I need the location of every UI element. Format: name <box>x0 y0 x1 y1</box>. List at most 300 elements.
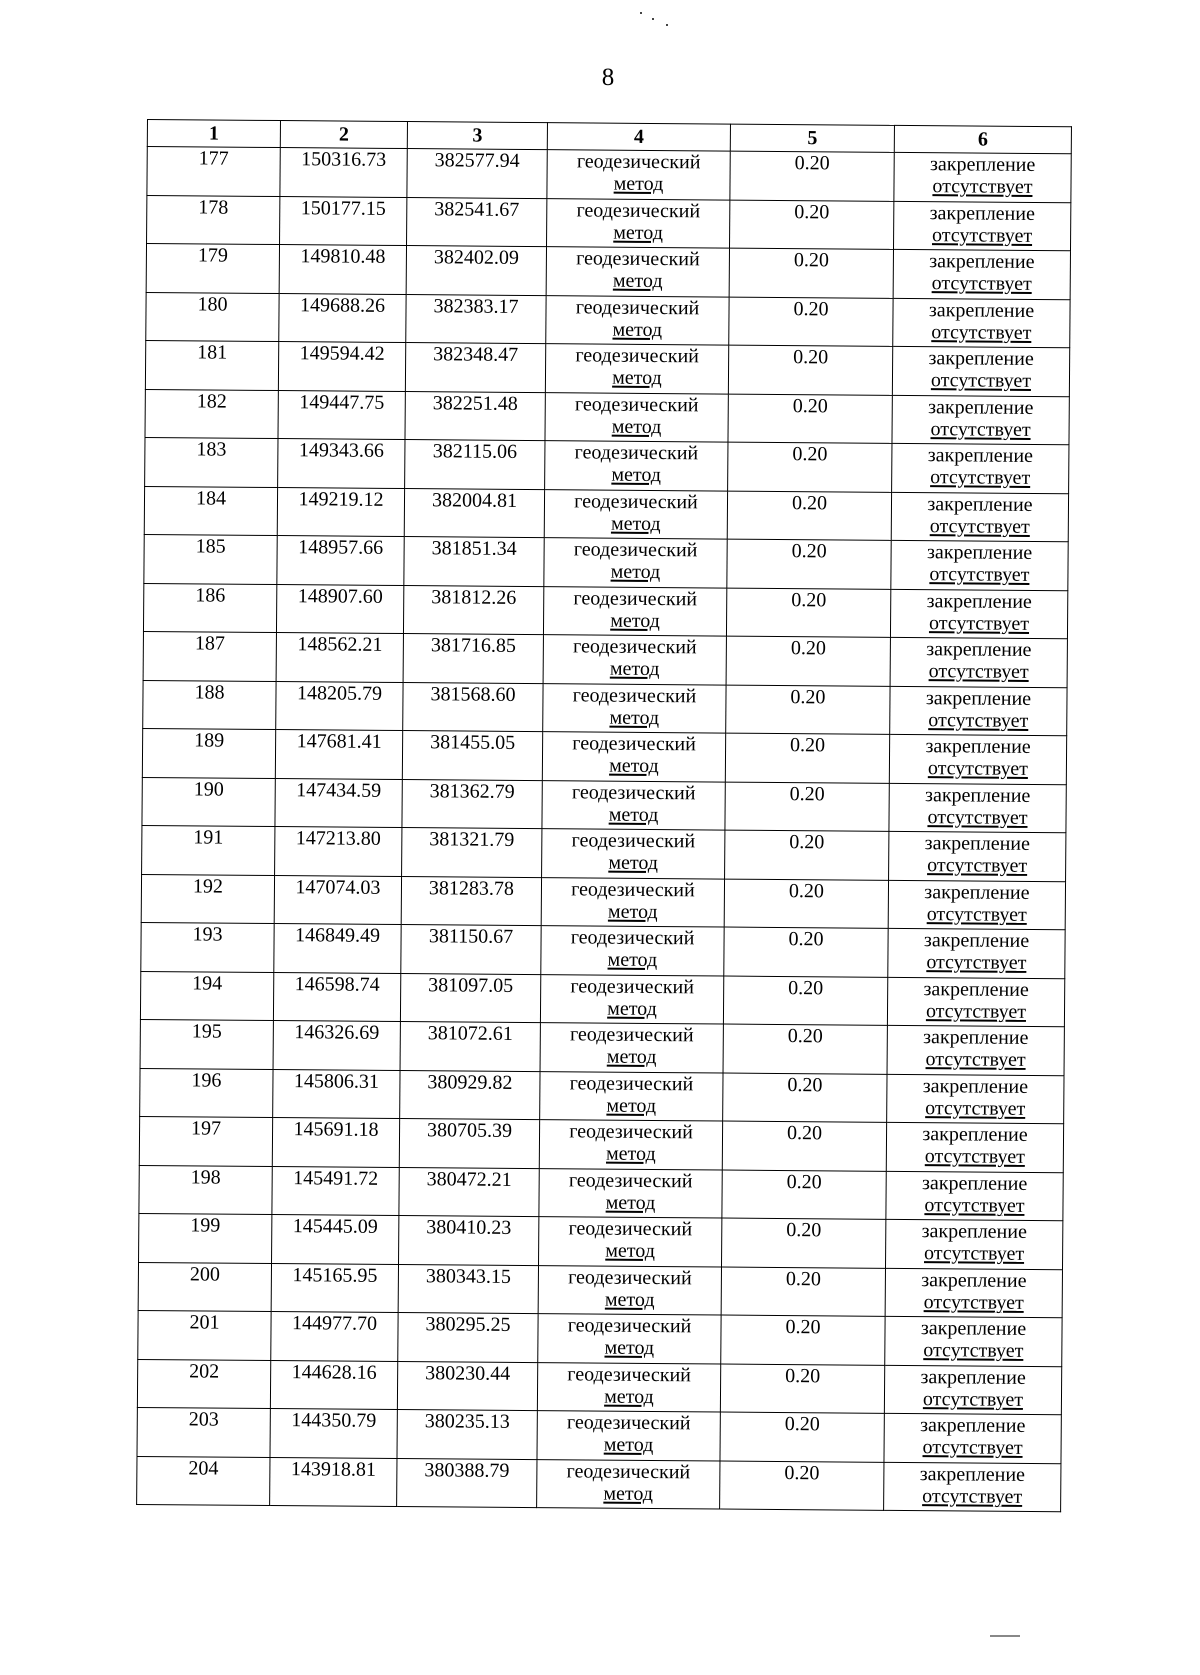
y-coordinate-cell: 382348.47 <box>405 343 545 393</box>
fixing-line-2: отсутствует <box>931 320 1032 344</box>
method-line-2: метод <box>605 1239 656 1263</box>
precision-cell: 0.20 <box>720 1412 884 1462</box>
method-cell <box>538 1314 721 1364</box>
method-line-2: метод <box>609 657 660 681</box>
fixing-line-2: отсутствует <box>923 1290 1024 1314</box>
table-row <box>147 195 1071 251</box>
table-row <box>144 486 1068 542</box>
table-row <box>143 583 1067 639</box>
precision-cell: 0.20 <box>725 830 889 880</box>
fixing-line-2: отсутствует <box>932 175 1033 198</box>
precision-cell: 0.20 <box>724 927 888 977</box>
fixing-cell <box>892 346 1069 396</box>
x-coordinate-cell: 147681.41 <box>275 730 402 779</box>
point-number-cell: 182 <box>145 389 278 439</box>
method-line-2: метод <box>613 221 664 244</box>
point-number-cell: 189 <box>142 728 275 778</box>
table-row <box>140 1019 1064 1075</box>
point-number-cell: 188 <box>143 680 276 730</box>
method-line-2: метод <box>612 366 662 390</box>
fixing-line-1: закрепление <box>927 444 1034 467</box>
fixing-line-1: закрепление <box>919 1462 1026 1486</box>
y-coordinate-cell: 380235.13 <box>397 1410 537 1460</box>
fixing-line-2: отсутствует <box>923 1242 1025 1265</box>
table-row <box>137 1407 1061 1463</box>
scan-artifact <box>652 18 654 20</box>
table-row <box>145 389 1069 445</box>
method-line-2: метод <box>613 172 664 196</box>
precision-cell: 0.20 <box>725 733 889 783</box>
x-coordinate-cell: 149343.66 <box>278 439 405 488</box>
x-coordinate-cell: 144628.16 <box>270 1360 397 1409</box>
method-cell <box>547 150 730 200</box>
fixing-cell <box>893 201 1070 251</box>
fixing-line-2: отсутствует <box>922 1484 1023 1508</box>
fixing-line-1: закрепление <box>920 1317 1027 1340</box>
method-line-2: метод <box>607 900 658 923</box>
fixing-line-2: отсутствует <box>927 757 1029 780</box>
precision-cell: 0.20 <box>728 394 892 444</box>
method-line-1: геодезический <box>569 1120 693 1144</box>
method-line-1: геодезический <box>569 1071 694 1095</box>
coordinates-table <box>136 119 1072 1512</box>
table-row <box>147 147 1071 203</box>
fixing-cell <box>888 928 1065 978</box>
fixing-line-2: отсутствует <box>926 951 1027 974</box>
method-line-2: метод <box>605 1142 656 1166</box>
fixing-cell <box>885 1219 1062 1269</box>
fixing-line-1: закрепление <box>920 1414 1026 1437</box>
method-cell <box>537 1411 720 1461</box>
precision-cell: 0.20 <box>723 1024 887 1074</box>
precision-cell: 0.20 <box>721 1267 885 1317</box>
fixing-cell <box>893 249 1070 299</box>
point-number-cell: 178 <box>147 195 280 245</box>
fixing-line-2: отсутствует <box>926 902 1027 926</box>
fixing-line-1: закрепление <box>926 541 1033 564</box>
method-line-1: геодезический <box>566 1459 691 1483</box>
method-line-2: метод <box>608 803 659 826</box>
fixing-line-2: отсутствует <box>927 805 1028 829</box>
y-coordinate-cell: 381851.34 <box>404 537 544 587</box>
table-row <box>143 680 1067 736</box>
fixing-line-1: закрепление <box>922 1074 1029 1098</box>
precision-cell: 0.20 <box>730 200 894 250</box>
fixing-cell <box>887 977 1064 1027</box>
point-number-cell: 192 <box>141 874 274 924</box>
point-number-cell: 196 <box>140 1068 273 1118</box>
method-cell <box>541 877 724 927</box>
fixing-cell <box>889 783 1066 833</box>
fixing-line-1: закрепление <box>929 153 1036 176</box>
fixing-cell <box>891 540 1068 590</box>
fixing-line-1: закрепление <box>928 395 1034 419</box>
precision-cell: 0.20 <box>722 1121 886 1171</box>
method-line-1: геодезический <box>571 877 695 901</box>
table-row <box>139 1165 1063 1221</box>
fixing-cell <box>884 1365 1061 1415</box>
table-row <box>141 922 1065 978</box>
y-coordinate-cell: 381568.60 <box>403 682 543 732</box>
fixing-line-2: отсутствует <box>925 1096 1026 1120</box>
method-line-2: метод <box>610 609 660 632</box>
fixing-line-2: отсутствует <box>930 466 1031 489</box>
method-line-2: метод <box>610 512 661 535</box>
fixing-line-2: отсутствует <box>922 1387 1024 1411</box>
method-line-2: метод <box>607 997 657 1020</box>
precision-cell: 0.20 <box>726 685 890 735</box>
fixing-cell <box>884 1462 1061 1512</box>
header-cell-6: 6 <box>894 125 1071 153</box>
fixing-cell <box>894 152 1071 202</box>
method-cell <box>537 1459 720 1509</box>
method-line-2: метод <box>604 1288 655 1311</box>
fixing-line-1: закрепление <box>924 832 1031 855</box>
method-cell <box>547 198 730 248</box>
point-number-cell: 200 <box>138 1262 271 1312</box>
method-line-1: геодезический <box>571 829 696 853</box>
method-line-1: геодезический <box>572 683 697 707</box>
method-cell <box>539 1217 722 1267</box>
fixing-line-2: отсутствует <box>925 999 1027 1023</box>
x-coordinate-cell: 144350.79 <box>270 1409 397 1458</box>
y-coordinate-cell: 382004.81 <box>404 488 544 538</box>
fixing-line-2: отсутствует <box>928 611 1030 635</box>
method-line-2: метод <box>610 560 661 584</box>
method-line-1: геодезический <box>566 1411 691 1435</box>
method-line-2: метод <box>612 269 663 293</box>
y-coordinate-cell: 380343.15 <box>398 1264 538 1314</box>
x-coordinate-cell: 146598.74 <box>273 972 400 1021</box>
method-cell <box>543 683 726 733</box>
method-line-1: геодезический <box>570 974 695 998</box>
precision-cell: 0.20 <box>720 1364 884 1414</box>
scan-artifact <box>990 1635 1020 1637</box>
method-cell <box>538 1265 721 1315</box>
method-line-2: метод <box>607 948 658 972</box>
y-coordinate-cell: 382541.67 <box>407 197 547 247</box>
fixing-cell <box>889 831 1066 881</box>
point-number-cell: 197 <box>139 1116 272 1166</box>
fixing-cell <box>887 1025 1064 1075</box>
table-row <box>146 292 1070 348</box>
y-coordinate-cell: 381321.79 <box>402 828 542 878</box>
precision-cell: 0.20 <box>729 248 893 298</box>
method-line-1: геодезический <box>567 1314 692 1338</box>
y-coordinate-cell: 380705.39 <box>399 1119 539 1169</box>
precision-cell: 0.20 <box>725 782 889 832</box>
x-coordinate-cell: 145806.31 <box>273 1069 400 1118</box>
table-row <box>139 1116 1063 1172</box>
y-coordinate-cell: 380230.44 <box>397 1361 537 1411</box>
x-coordinate-cell: 150316.73 <box>280 148 407 197</box>
point-number-cell: 204 <box>137 1456 270 1506</box>
x-coordinate-cell: 148205.79 <box>276 681 403 730</box>
method-line-2: метод <box>609 754 659 778</box>
fixing-line-2: отсутствует <box>925 1048 1026 1071</box>
precision-cell: 0.20 <box>726 588 890 638</box>
method-cell <box>540 1023 723 1073</box>
point-number-cell: 181 <box>145 340 278 390</box>
y-coordinate-cell: 382577.94 <box>407 149 547 199</box>
scan-artifact <box>666 24 668 26</box>
x-coordinate-cell: 145691.18 <box>272 1118 399 1167</box>
x-coordinate-cell: 149447.75 <box>278 390 405 439</box>
x-coordinate-cell: 145165.95 <box>271 1263 398 1312</box>
method-cell <box>545 392 728 442</box>
fixing-line-2: отсутствует <box>927 854 1028 877</box>
point-number-cell: 195 <box>140 1019 273 1069</box>
fixing-line-1: закрепление <box>925 686 1032 710</box>
method-cell <box>543 586 726 636</box>
table-row <box>138 1262 1062 1318</box>
x-coordinate-cell: 149219.12 <box>277 487 404 536</box>
method-line-1: геодезический <box>572 732 696 756</box>
point-number-cell: 191 <box>142 825 275 875</box>
method-line-1: геодезический <box>572 635 697 659</box>
fixing-line-1: закрепление <box>926 638 1032 661</box>
method-line-1: геодезический <box>568 1217 693 1241</box>
x-coordinate-cell: 144977.70 <box>271 1312 398 1361</box>
table-row <box>138 1310 1062 1366</box>
method-cell <box>540 1071 723 1121</box>
point-number-cell: 185 <box>144 534 277 584</box>
table-row <box>143 631 1067 687</box>
fixing-line-1: закрепление <box>929 201 1035 225</box>
point-number-cell: 183 <box>145 437 278 487</box>
method-line-1: геодезический <box>569 1023 694 1047</box>
y-coordinate-cell: 380929.82 <box>400 1070 540 1120</box>
fixing-cell <box>890 637 1067 687</box>
point-number-cell: 202 <box>137 1359 270 1409</box>
table-row <box>139 1213 1063 1269</box>
method-cell <box>545 344 728 394</box>
fixing-line-1: закрепление <box>923 929 1030 952</box>
fixing-cell <box>890 686 1067 736</box>
method-cell <box>542 732 725 782</box>
method-line-2: метод <box>604 1336 655 1360</box>
fixing-cell <box>885 1316 1062 1366</box>
fixing-line-1: закрепление <box>920 1365 1026 1389</box>
precision-cell: 0.20 <box>727 539 891 589</box>
method-line-1: геодезический <box>567 1362 692 1386</box>
method-line-1: геодезический <box>575 295 700 319</box>
precision-cell: 0.20 <box>723 1073 887 1123</box>
method-line-2: метод <box>604 1385 654 1408</box>
y-coordinate-cell: 380410.23 <box>399 1216 539 1266</box>
method-line-1: геодезический <box>573 586 698 610</box>
method-line-1: геодезический <box>573 538 698 562</box>
x-coordinate-cell: 147074.03 <box>274 875 401 924</box>
header-cell-5: 5 <box>730 124 894 152</box>
point-number-cell: 180 <box>146 292 279 342</box>
y-coordinate-cell: 381283.78 <box>401 876 541 926</box>
fixing-line-2: отсутствует <box>930 417 1031 441</box>
method-cell <box>546 295 729 345</box>
fixing-cell <box>884 1413 1061 1463</box>
method-cell <box>543 635 726 685</box>
fixing-cell <box>892 395 1069 445</box>
point-number-cell: 186 <box>143 583 276 633</box>
y-coordinate-cell: 382115.06 <box>405 440 545 490</box>
fixing-line-2: отсутствует <box>928 708 1029 732</box>
fixing-cell <box>891 492 1068 542</box>
method-line-1: геодезический <box>568 1168 693 1192</box>
fixing-line-2: отсутствует <box>929 514 1030 538</box>
fixing-line-1: закрепление <box>921 1171 1028 1195</box>
table-row <box>145 437 1069 493</box>
x-coordinate-cell: 145491.72 <box>272 1166 399 1215</box>
method-line-1: геодезический <box>574 489 698 513</box>
scan-artifact <box>640 12 642 14</box>
x-coordinate-cell: 148907.60 <box>276 584 403 633</box>
method-line-1: геодезический <box>574 392 699 416</box>
point-number-cell: 179 <box>146 244 279 294</box>
method-line-1: геодезический <box>576 247 700 271</box>
y-coordinate-cell: 380388.79 <box>397 1458 537 1508</box>
fixing-cell <box>888 880 1065 930</box>
point-number-cell: 194 <box>140 971 273 1021</box>
fixing-cell <box>892 443 1069 493</box>
x-coordinate-cell: 146849.49 <box>274 924 401 973</box>
fixing-line-1: закрепление <box>928 347 1034 370</box>
header-cell-1: 1 <box>147 120 280 148</box>
table-row <box>142 825 1066 881</box>
x-coordinate-cell: 149594.42 <box>278 342 405 391</box>
fixing-line-1: закрепление <box>924 880 1030 904</box>
y-coordinate-cell: 381097.05 <box>400 973 540 1023</box>
method-line-2: метод <box>605 1191 656 1214</box>
fixing-line-2: отсутствует <box>931 223 1033 247</box>
method-cell <box>544 489 727 539</box>
precision-cell: 0.20 <box>728 345 892 395</box>
fixing-cell <box>889 734 1066 784</box>
method-line-2: метод <box>603 1482 654 1505</box>
table-row <box>140 971 1064 1027</box>
table-row <box>144 534 1068 590</box>
fixing-line-1: закрепление <box>923 1026 1029 1049</box>
method-cell <box>539 1168 722 1218</box>
table-row <box>145 340 1069 396</box>
x-coordinate-cell: 148562.21 <box>276 633 403 682</box>
precision-cell: 0.20 <box>722 1218 886 1268</box>
fixing-cell <box>886 1171 1063 1221</box>
x-coordinate-cell: 146326.69 <box>273 1021 400 1070</box>
point-number-cell: 177 <box>147 147 280 197</box>
method-line-1: геодезический <box>576 150 701 174</box>
method-cell <box>537 1362 720 1412</box>
table-row <box>137 1359 1061 1415</box>
method-line-1: геодезический <box>575 344 700 368</box>
method-line-1: геодезический <box>570 926 695 950</box>
point-number-cell: 201 <box>138 1310 271 1360</box>
fixing-line-1: закрепление <box>922 1123 1028 1146</box>
point-number-cell: 190 <box>142 777 275 827</box>
method-line-2: метод <box>611 463 662 487</box>
y-coordinate-cell: 381716.85 <box>403 634 543 684</box>
table-row <box>137 1456 1061 1512</box>
fixing-cell <box>885 1268 1062 1318</box>
header-cell-2: 2 <box>280 121 407 149</box>
table-row <box>140 1068 1064 1124</box>
method-cell <box>539 1120 722 1170</box>
y-coordinate-cell: 381455.05 <box>402 731 542 781</box>
method-line-1: геодезический <box>576 198 701 222</box>
x-coordinate-cell: 147434.59 <box>275 778 402 827</box>
fixing-line-2: отсутствует <box>929 563 1030 586</box>
x-coordinate-cell: 150177.15 <box>280 196 407 245</box>
fixing-line-1: закрепление <box>923 977 1029 1001</box>
x-coordinate-cell: 148957.66 <box>277 536 404 585</box>
y-coordinate-cell: 380295.25 <box>398 1313 538 1363</box>
page-number: 8 <box>601 64 615 91</box>
method-cell <box>546 247 729 297</box>
fixing-cell <box>890 589 1067 639</box>
method-line-1: геодезический <box>574 441 699 465</box>
method-line-2: метод <box>609 706 660 729</box>
fixing-cell <box>893 298 1070 348</box>
table-row <box>142 777 1066 833</box>
precision-cell: 0.20 <box>720 1461 884 1511</box>
y-coordinate-cell: 381072.61 <box>400 1022 540 1072</box>
method-cell <box>544 538 727 588</box>
table-row <box>141 874 1065 930</box>
table-row <box>142 728 1066 784</box>
point-number-cell: 193 <box>141 922 274 972</box>
precision-cell: 0.20 <box>727 491 891 541</box>
precision-cell: 0.20 <box>721 1315 885 1365</box>
y-coordinate-cell: 381812.26 <box>403 585 543 635</box>
method-cell <box>542 829 725 879</box>
y-coordinate-cell: 382251.48 <box>405 391 545 441</box>
method-line-2: метод <box>611 415 662 438</box>
method-line-1: геодезический <box>571 780 696 804</box>
y-coordinate-cell: 381150.67 <box>401 925 541 975</box>
fixing-line-1: закрепление <box>926 589 1032 613</box>
x-coordinate-cell: 143918.81 <box>270 1457 397 1506</box>
x-coordinate-cell: 145445.09 <box>272 1215 399 1264</box>
method-cell <box>540 974 723 1024</box>
method-cell <box>541 926 724 976</box>
method-line-2: метод <box>612 318 663 341</box>
precision-cell: 0.20 <box>729 297 893 347</box>
y-coordinate-cell: 381362.79 <box>402 779 542 829</box>
table-body <box>137 147 1072 1512</box>
y-coordinate-cell: 382383.17 <box>406 294 546 344</box>
fixing-line-1: закрепление <box>925 783 1031 807</box>
fixing-cell <box>886 1122 1063 1172</box>
fixing-line-2: отсутствует <box>930 369 1032 392</box>
x-coordinate-cell: 147213.80 <box>275 827 402 876</box>
y-coordinate-cell: 382402.09 <box>406 246 546 296</box>
x-coordinate-cell: 149810.48 <box>279 245 406 294</box>
fixing-line-1: закрепление <box>929 250 1035 273</box>
fixing-line-2: отсутствует <box>924 1145 1025 1168</box>
point-number-cell: 187 <box>143 631 276 681</box>
x-coordinate-cell: 149688.26 <box>279 293 406 342</box>
point-number-cell: 198 <box>139 1165 272 1215</box>
y-coordinate-cell: 380472.21 <box>399 1167 539 1217</box>
method-line-2: метод <box>603 1433 654 1457</box>
method-line-1: геодезический <box>568 1265 692 1289</box>
precision-cell: 0.20 <box>724 879 888 929</box>
fixing-line-1: закрепление <box>921 1220 1027 1243</box>
precision-cell: 0.20 <box>723 976 887 1026</box>
method-line-2: метод <box>606 1045 657 1069</box>
fixing-line-1: закрепление <box>928 298 1035 322</box>
header-cell-4: 4 <box>547 123 730 151</box>
fixing-line-2: отсутствует <box>924 1193 1025 1217</box>
